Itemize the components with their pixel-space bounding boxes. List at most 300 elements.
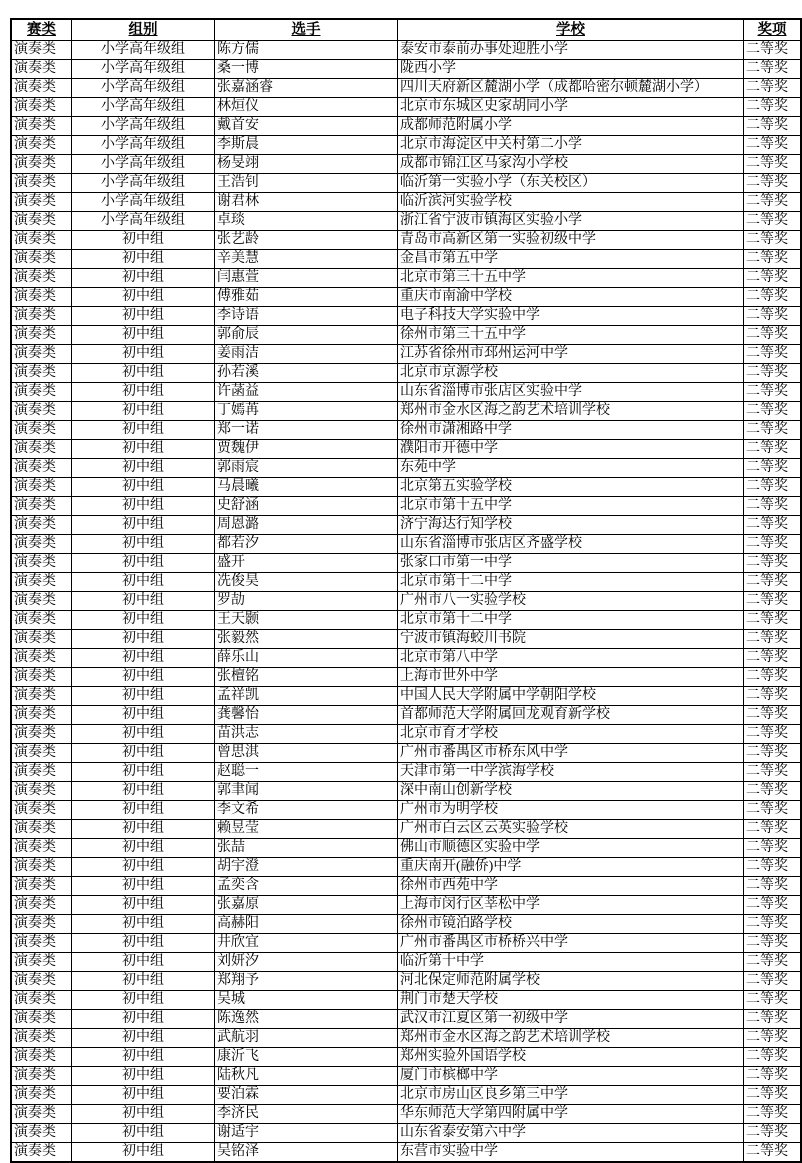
cell-category: 演奏类 bbox=[11, 421, 72, 440]
cell-school: 金昌市第五中学 bbox=[398, 250, 744, 269]
cell-contestant: 王天颢 bbox=[215, 611, 398, 630]
cell-group: 初中组 bbox=[72, 744, 215, 763]
cell-award: 二等奖 bbox=[744, 649, 802, 668]
table-row bbox=[11, 288, 801, 307]
cell-group: 小学高年级组 bbox=[72, 155, 215, 174]
cell-group: 初中组 bbox=[72, 1124, 215, 1143]
cell-school: 上海市世外中学 bbox=[398, 668, 744, 687]
table-row bbox=[11, 915, 801, 934]
table-row bbox=[11, 972, 801, 991]
table-row bbox=[11, 459, 801, 478]
cell-category: 演奏类 bbox=[11, 554, 72, 573]
cell-contestant: 武航羽 bbox=[215, 1029, 398, 1048]
cell-category: 演奏类 bbox=[11, 687, 72, 706]
cell-group: 小学高年级组 bbox=[72, 174, 215, 193]
cell-award: 二等奖 bbox=[744, 1086, 802, 1105]
cell-group: 初中组 bbox=[72, 440, 215, 459]
cell-group: 初中组 bbox=[72, 1143, 215, 1163]
cell-award: 二等奖 bbox=[744, 288, 802, 307]
cell-school: 江苏省徐州市邳州运河中学 bbox=[398, 345, 744, 364]
cell-category: 演奏类 bbox=[11, 573, 72, 592]
table-row bbox=[11, 858, 801, 877]
cell-group: 初中组 bbox=[72, 1029, 215, 1048]
cell-school: 北京市海淀区中关村第二小学 bbox=[398, 136, 744, 155]
cell-contestant: 张嘉涵睿 bbox=[215, 79, 398, 98]
cell-school: 四川天府新区麓湖小学（成都哈密尔顿麓湖小学） bbox=[398, 79, 744, 98]
cell-group: 小学高年级组 bbox=[72, 60, 215, 79]
cell-school: 华东师范大学第四附属中学 bbox=[398, 1105, 744, 1124]
table-row bbox=[11, 307, 801, 326]
cell-contestant: 闫惠萱 bbox=[215, 269, 398, 288]
cell-group: 初中组 bbox=[72, 877, 215, 896]
cell-contestant: 姜雨洁 bbox=[215, 345, 398, 364]
cell-school: 重庆南开(融侨)中学 bbox=[398, 858, 744, 877]
cell-group: 初中组 bbox=[72, 972, 215, 991]
cell-group: 初中组 bbox=[72, 668, 215, 687]
cell-contestant: 李济民 bbox=[215, 1105, 398, 1124]
cell-contestant: 高赫阳 bbox=[215, 915, 398, 934]
cell-school: 荆门市楚天学校 bbox=[398, 991, 744, 1010]
cell-contestant: 桑一博 bbox=[215, 60, 398, 79]
cell-contestant: 苗洪志 bbox=[215, 725, 398, 744]
table-row bbox=[11, 1029, 801, 1048]
cell-school: 北京市第八中学 bbox=[398, 649, 744, 668]
cell-contestant: 龚馨怡 bbox=[215, 706, 398, 725]
header-school: 学校 bbox=[398, 19, 744, 41]
cell-school: 陇西小学 bbox=[398, 60, 744, 79]
cell-category: 演奏类 bbox=[11, 402, 72, 421]
cell-school: 北京市第十二中学 bbox=[398, 611, 744, 630]
cell-award: 二等奖 bbox=[744, 611, 802, 630]
cell-school: 浙江省宁波市镇海区实验小学 bbox=[398, 212, 744, 231]
cell-group: 初中组 bbox=[72, 1048, 215, 1067]
cell-award: 二等奖 bbox=[744, 364, 802, 383]
cell-category: 演奏类 bbox=[11, 953, 72, 972]
cell-category: 演奏类 bbox=[11, 1010, 72, 1029]
cell-school: 山东省淄博市张店区实验中学 bbox=[398, 383, 744, 402]
table-row bbox=[11, 820, 801, 839]
cell-category: 演奏类 bbox=[11, 611, 72, 630]
cell-group: 小学高年级组 bbox=[72, 193, 215, 212]
cell-school: 临沂第一实验小学（东关校区） bbox=[398, 174, 744, 193]
cell-award: 二等奖 bbox=[744, 706, 802, 725]
table-row bbox=[11, 364, 801, 383]
cell-group: 初中组 bbox=[72, 1086, 215, 1105]
cell-group: 初中组 bbox=[72, 364, 215, 383]
cell-category: 演奏类 bbox=[11, 630, 72, 649]
cell-school: 宁波市镇海蛟川书院 bbox=[398, 630, 744, 649]
cell-school: 徐州市西苑中学 bbox=[398, 877, 744, 896]
cell-school: 上海市闵行区莘松中学 bbox=[398, 896, 744, 915]
cell-category: 演奏类 bbox=[11, 459, 72, 478]
cell-group: 初中组 bbox=[72, 801, 215, 820]
cell-group: 初中组 bbox=[72, 763, 215, 782]
cell-award: 二等奖 bbox=[744, 193, 802, 212]
cell-category: 演奏类 bbox=[11, 668, 72, 687]
cell-award: 二等奖 bbox=[744, 554, 802, 573]
cell-group: 初中组 bbox=[72, 858, 215, 877]
cell-award: 二等奖 bbox=[744, 858, 802, 877]
cell-award: 二等奖 bbox=[744, 972, 802, 991]
cell-contestant: 郭俞辰 bbox=[215, 326, 398, 345]
cell-contestant: 陆秋凡 bbox=[215, 1067, 398, 1086]
cell-award: 二等奖 bbox=[744, 573, 802, 592]
cell-contestant: 冼俊昊 bbox=[215, 573, 398, 592]
cell-award: 二等奖 bbox=[744, 630, 802, 649]
cell-category: 演奏类 bbox=[11, 269, 72, 288]
cell-group: 初中组 bbox=[72, 288, 215, 307]
cell-category: 演奏类 bbox=[11, 1029, 72, 1048]
cell-group: 初中组 bbox=[72, 402, 215, 421]
cell-school: 成都市锦江区马家沟小学校 bbox=[398, 155, 744, 174]
cell-school: 北京第五实验学校 bbox=[398, 478, 744, 497]
cell-school: 厦门市槟榔中学 bbox=[398, 1067, 744, 1086]
cell-award: 二等奖 bbox=[744, 478, 802, 497]
cell-school: 徐州市第三十五中学 bbox=[398, 326, 744, 345]
cell-category: 演奏类 bbox=[11, 744, 72, 763]
cell-contestant: 盛开 bbox=[215, 554, 398, 573]
table-row bbox=[11, 231, 801, 250]
cell-category: 演奏类 bbox=[11, 934, 72, 953]
cell-group: 初中组 bbox=[72, 478, 215, 497]
cell-school: 北京市育才学校 bbox=[398, 725, 744, 744]
table-row bbox=[11, 991, 801, 1010]
cell-category: 演奏类 bbox=[11, 440, 72, 459]
cell-award: 二等奖 bbox=[744, 782, 802, 801]
cell-award: 二等奖 bbox=[744, 535, 802, 554]
table-row bbox=[11, 649, 801, 668]
cell-contestant: 要泊霖 bbox=[215, 1086, 398, 1105]
cell-award: 二等奖 bbox=[744, 1010, 802, 1029]
cell-school: 濮阳市开德中学 bbox=[398, 440, 744, 459]
table-row bbox=[11, 250, 801, 269]
cell-contestant: 史舒涵 bbox=[215, 497, 398, 516]
cell-award: 二等奖 bbox=[744, 896, 802, 915]
cell-award: 二等奖 bbox=[744, 1124, 802, 1143]
cell-category: 演奏类 bbox=[11, 231, 72, 250]
cell-contestant: 井欣宜 bbox=[215, 934, 398, 953]
cell-contestant: 张毅然 bbox=[215, 630, 398, 649]
cell-award: 二等奖 bbox=[744, 345, 802, 364]
table-row bbox=[11, 269, 801, 288]
cell-category: 演奏类 bbox=[11, 117, 72, 136]
cell-group: 初中组 bbox=[72, 649, 215, 668]
cell-group: 初中组 bbox=[72, 459, 215, 478]
cell-group: 小学高年级组 bbox=[72, 117, 215, 136]
cell-category: 演奏类 bbox=[11, 250, 72, 269]
cell-school: 山东省泰安第六中学 bbox=[398, 1124, 744, 1143]
cell-contestant: 张喆 bbox=[215, 839, 398, 858]
table-row bbox=[11, 1048, 801, 1067]
table-row bbox=[11, 79, 801, 98]
cell-award: 二等奖 bbox=[744, 136, 802, 155]
cell-group: 初中组 bbox=[72, 630, 215, 649]
cell-contestant: 郭雨宸 bbox=[215, 459, 398, 478]
cell-award: 二等奖 bbox=[744, 60, 802, 79]
cell-award: 二等奖 bbox=[744, 1105, 802, 1124]
cell-contestant: 傅雅茹 bbox=[215, 288, 398, 307]
cell-category: 演奏类 bbox=[11, 915, 72, 934]
cell-contestant: 胡宇澄 bbox=[215, 858, 398, 877]
cell-category: 演奏类 bbox=[11, 1143, 72, 1163]
table-row bbox=[11, 554, 801, 573]
cell-contestant: 张艺龄 bbox=[215, 231, 398, 250]
cell-school: 北京市东城区史家胡同小学 bbox=[398, 98, 744, 117]
cell-group: 初中组 bbox=[72, 326, 215, 345]
cell-contestant: 吴城 bbox=[215, 991, 398, 1010]
cell-group: 初中组 bbox=[72, 934, 215, 953]
cell-category: 演奏类 bbox=[11, 725, 72, 744]
table-row bbox=[11, 706, 801, 725]
cell-award: 二等奖 bbox=[744, 934, 802, 953]
cell-school: 泰安市泰前办事处迎胜小学 bbox=[398, 41, 744, 60]
cell-school: 北京市第十五中学 bbox=[398, 497, 744, 516]
cell-group: 初中组 bbox=[72, 269, 215, 288]
table-row bbox=[11, 801, 801, 820]
cell-group: 小学高年级组 bbox=[72, 98, 215, 117]
cell-contestant: 孟奕含 bbox=[215, 877, 398, 896]
cell-contestant: 李诗语 bbox=[215, 307, 398, 326]
cell-category: 演奏类 bbox=[11, 1086, 72, 1105]
cell-contestant: 刘妍汐 bbox=[215, 953, 398, 972]
cell-contestant: 都若汐 bbox=[215, 535, 398, 554]
cell-award: 二等奖 bbox=[744, 459, 802, 478]
table-row bbox=[11, 516, 801, 535]
results-table-body bbox=[11, 41, 801, 1163]
cell-group: 小学高年级组 bbox=[72, 41, 215, 60]
cell-category: 演奏类 bbox=[11, 345, 72, 364]
cell-contestant: 林烜仪 bbox=[215, 98, 398, 117]
cell-school: 山东省淄博市张店区齐盛学校 bbox=[398, 535, 744, 554]
cell-award: 二等奖 bbox=[744, 402, 802, 421]
cell-group: 初中组 bbox=[72, 1067, 215, 1086]
table-row bbox=[11, 896, 801, 915]
cell-contestant: 吴铭泽 bbox=[215, 1143, 398, 1163]
table-row bbox=[11, 1105, 801, 1124]
cell-contestant: 薛乐山 bbox=[215, 649, 398, 668]
cell-contestant: 赵聪一 bbox=[215, 763, 398, 782]
table-row bbox=[11, 1124, 801, 1143]
cell-category: 演奏类 bbox=[11, 41, 72, 60]
cell-award: 二等奖 bbox=[744, 763, 802, 782]
cell-contestant: 张嘉原 bbox=[215, 896, 398, 915]
cell-contestant: 陈方儒 bbox=[215, 41, 398, 60]
award-results-table bbox=[10, 18, 802, 1163]
cell-group: 初中组 bbox=[72, 231, 215, 250]
cell-school: 郑州市金水区海之韵艺术培训学校 bbox=[398, 1029, 744, 1048]
cell-award: 二等奖 bbox=[744, 79, 802, 98]
cell-contestant: 郭聿闻 bbox=[215, 782, 398, 801]
cell-award: 二等奖 bbox=[744, 725, 802, 744]
cell-contestant: 罗劼 bbox=[215, 592, 398, 611]
cell-category: 演奏类 bbox=[11, 1105, 72, 1124]
cell-school: 徐州市镜泊路学校 bbox=[398, 915, 744, 934]
cell-category: 演奏类 bbox=[11, 212, 72, 231]
cell-group: 初中组 bbox=[72, 953, 215, 972]
cell-award: 二等奖 bbox=[744, 877, 802, 896]
cell-category: 演奏类 bbox=[11, 820, 72, 839]
cell-award: 二等奖 bbox=[744, 668, 802, 687]
cell-group: 初中组 bbox=[72, 991, 215, 1010]
cell-group: 初中组 bbox=[72, 345, 215, 364]
cell-award: 二等奖 bbox=[744, 516, 802, 535]
cell-award: 二等奖 bbox=[744, 250, 802, 269]
cell-group: 初中组 bbox=[72, 725, 215, 744]
cell-school: 东营市实验中学 bbox=[398, 1143, 744, 1163]
cell-category: 演奏类 bbox=[11, 478, 72, 497]
cell-category: 演奏类 bbox=[11, 592, 72, 611]
cell-contestant: 许菡益 bbox=[215, 383, 398, 402]
table-row bbox=[11, 136, 801, 155]
cell-school: 北京市京源学校 bbox=[398, 364, 744, 383]
cell-contestant: 曾思淇 bbox=[215, 744, 398, 763]
cell-category: 演奏类 bbox=[11, 896, 72, 915]
cell-award: 二等奖 bbox=[744, 497, 802, 516]
cell-group: 初中组 bbox=[72, 250, 215, 269]
cell-group: 初中组 bbox=[72, 421, 215, 440]
cell-category: 演奏类 bbox=[11, 991, 72, 1010]
header-contestant: 选手 bbox=[215, 19, 398, 41]
cell-school: 广州市八一实验学校 bbox=[398, 592, 744, 611]
cell-contestant: 卓琰 bbox=[215, 212, 398, 231]
table-row bbox=[11, 573, 801, 592]
cell-school: 北京市第十二中学 bbox=[398, 573, 744, 592]
table-row bbox=[11, 440, 801, 459]
cell-category: 演奏类 bbox=[11, 136, 72, 155]
cell-category: 演奏类 bbox=[11, 1124, 72, 1143]
cell-school: 成都师范附属小学 bbox=[398, 117, 744, 136]
cell-school: 徐州市潇湘路中学 bbox=[398, 421, 744, 440]
table-row bbox=[11, 668, 801, 687]
table-row bbox=[11, 687, 801, 706]
cell-contestant: 周恩潞 bbox=[215, 516, 398, 535]
cell-category: 演奏类 bbox=[11, 497, 72, 516]
cell-contestant: 杨旻翊 bbox=[215, 155, 398, 174]
cell-school: 临沂第十中学 bbox=[398, 953, 744, 972]
table-row bbox=[11, 497, 801, 516]
table-row bbox=[11, 1086, 801, 1105]
cell-award: 二等奖 bbox=[744, 915, 802, 934]
table-row bbox=[11, 611, 801, 630]
cell-category: 演奏类 bbox=[11, 535, 72, 554]
table-row bbox=[11, 782, 801, 801]
cell-school: 重庆市南渝中学校 bbox=[398, 288, 744, 307]
cell-school: 首都师范大学附属回龙观育新学校 bbox=[398, 706, 744, 725]
cell-school: 佛山市顺德区实验中学 bbox=[398, 839, 744, 858]
cell-group: 初中组 bbox=[72, 687, 215, 706]
cell-award: 二等奖 bbox=[744, 744, 802, 763]
table-row bbox=[11, 41, 801, 60]
table-row bbox=[11, 117, 801, 136]
cell-category: 演奏类 bbox=[11, 858, 72, 877]
cell-award: 二等奖 bbox=[744, 687, 802, 706]
cell-contestant: 丁嫣苒 bbox=[215, 402, 398, 421]
cell-group: 初中组 bbox=[72, 307, 215, 326]
cell-contestant: 赖昱莹 bbox=[215, 820, 398, 839]
table-row bbox=[11, 763, 801, 782]
table-row bbox=[11, 630, 801, 649]
cell-category: 演奏类 bbox=[11, 98, 72, 117]
cell-group: 初中组 bbox=[72, 592, 215, 611]
cell-category: 演奏类 bbox=[11, 364, 72, 383]
cell-group: 初中组 bbox=[72, 611, 215, 630]
cell-contestant: 康沂飞 bbox=[215, 1048, 398, 1067]
cell-group: 初中组 bbox=[72, 516, 215, 535]
cell-award: 二等奖 bbox=[744, 383, 802, 402]
cell-award: 二等奖 bbox=[744, 801, 802, 820]
cell-group: 初中组 bbox=[72, 497, 215, 516]
cell-contestant: 李斯晨 bbox=[215, 136, 398, 155]
table-row bbox=[11, 326, 801, 345]
cell-school: 临沂滨河实验学校 bbox=[398, 193, 744, 212]
table-row bbox=[11, 934, 801, 953]
cell-contestant: 贾魏伊 bbox=[215, 440, 398, 459]
table-header bbox=[11, 19, 801, 41]
table-row bbox=[11, 98, 801, 117]
cell-school: 张家口市第一中学 bbox=[398, 554, 744, 573]
cell-category: 演奏类 bbox=[11, 1048, 72, 1067]
cell-contestant: 陈逸然 bbox=[215, 1010, 398, 1029]
cell-group: 初中组 bbox=[72, 782, 215, 801]
table-row bbox=[11, 592, 801, 611]
cell-award: 二等奖 bbox=[744, 421, 802, 440]
cell-award: 二等奖 bbox=[744, 592, 802, 611]
cell-award: 二等奖 bbox=[744, 269, 802, 288]
cell-contestant: 戴首安 bbox=[215, 117, 398, 136]
cell-award: 二等奖 bbox=[744, 440, 802, 459]
cell-award: 二等奖 bbox=[744, 839, 802, 858]
cell-school: 东苑中学 bbox=[398, 459, 744, 478]
header-group: 组别 bbox=[72, 19, 215, 41]
cell-award: 二等奖 bbox=[744, 117, 802, 136]
cell-category: 演奏类 bbox=[11, 174, 72, 193]
cell-school: 天津市第一中学滨海学校 bbox=[398, 763, 744, 782]
table-row bbox=[11, 402, 801, 421]
cell-category: 演奏类 bbox=[11, 1067, 72, 1086]
cell-group: 初中组 bbox=[72, 535, 215, 554]
table-row bbox=[11, 60, 801, 79]
cell-category: 演奏类 bbox=[11, 60, 72, 79]
cell-school: 武汉市江夏区第一初级中学 bbox=[398, 1010, 744, 1029]
table-row bbox=[11, 345, 801, 364]
cell-category: 演奏类 bbox=[11, 877, 72, 896]
header-award: 奖项 bbox=[744, 19, 802, 41]
cell-contestant: 张檀铭 bbox=[215, 668, 398, 687]
cell-group: 初中组 bbox=[72, 706, 215, 725]
cell-school: 广州市番禺区市桥东风中学 bbox=[398, 744, 744, 763]
cell-group: 初中组 bbox=[72, 915, 215, 934]
cell-award: 二等奖 bbox=[744, 1048, 802, 1067]
table-row bbox=[11, 478, 801, 497]
cell-contestant: 马晨曦 bbox=[215, 478, 398, 497]
cell-award: 二等奖 bbox=[744, 953, 802, 972]
table-row bbox=[11, 839, 801, 858]
cell-school: 河北保定师范附属学校 bbox=[398, 972, 744, 991]
cell-school: 广州市为明学校 bbox=[398, 801, 744, 820]
cell-award: 二等奖 bbox=[744, 231, 802, 250]
table-row bbox=[11, 744, 801, 763]
cell-category: 演奏类 bbox=[11, 801, 72, 820]
cell-award: 二等奖 bbox=[744, 991, 802, 1010]
cell-category: 演奏类 bbox=[11, 79, 72, 98]
cell-school: 郑州实验外国语学校 bbox=[398, 1048, 744, 1067]
cell-award: 二等奖 bbox=[744, 41, 802, 60]
table-row bbox=[11, 725, 801, 744]
cell-category: 演奏类 bbox=[11, 193, 72, 212]
cell-award: 二等奖 bbox=[744, 820, 802, 839]
table-row bbox=[11, 1067, 801, 1086]
cell-award: 二等奖 bbox=[744, 326, 802, 345]
